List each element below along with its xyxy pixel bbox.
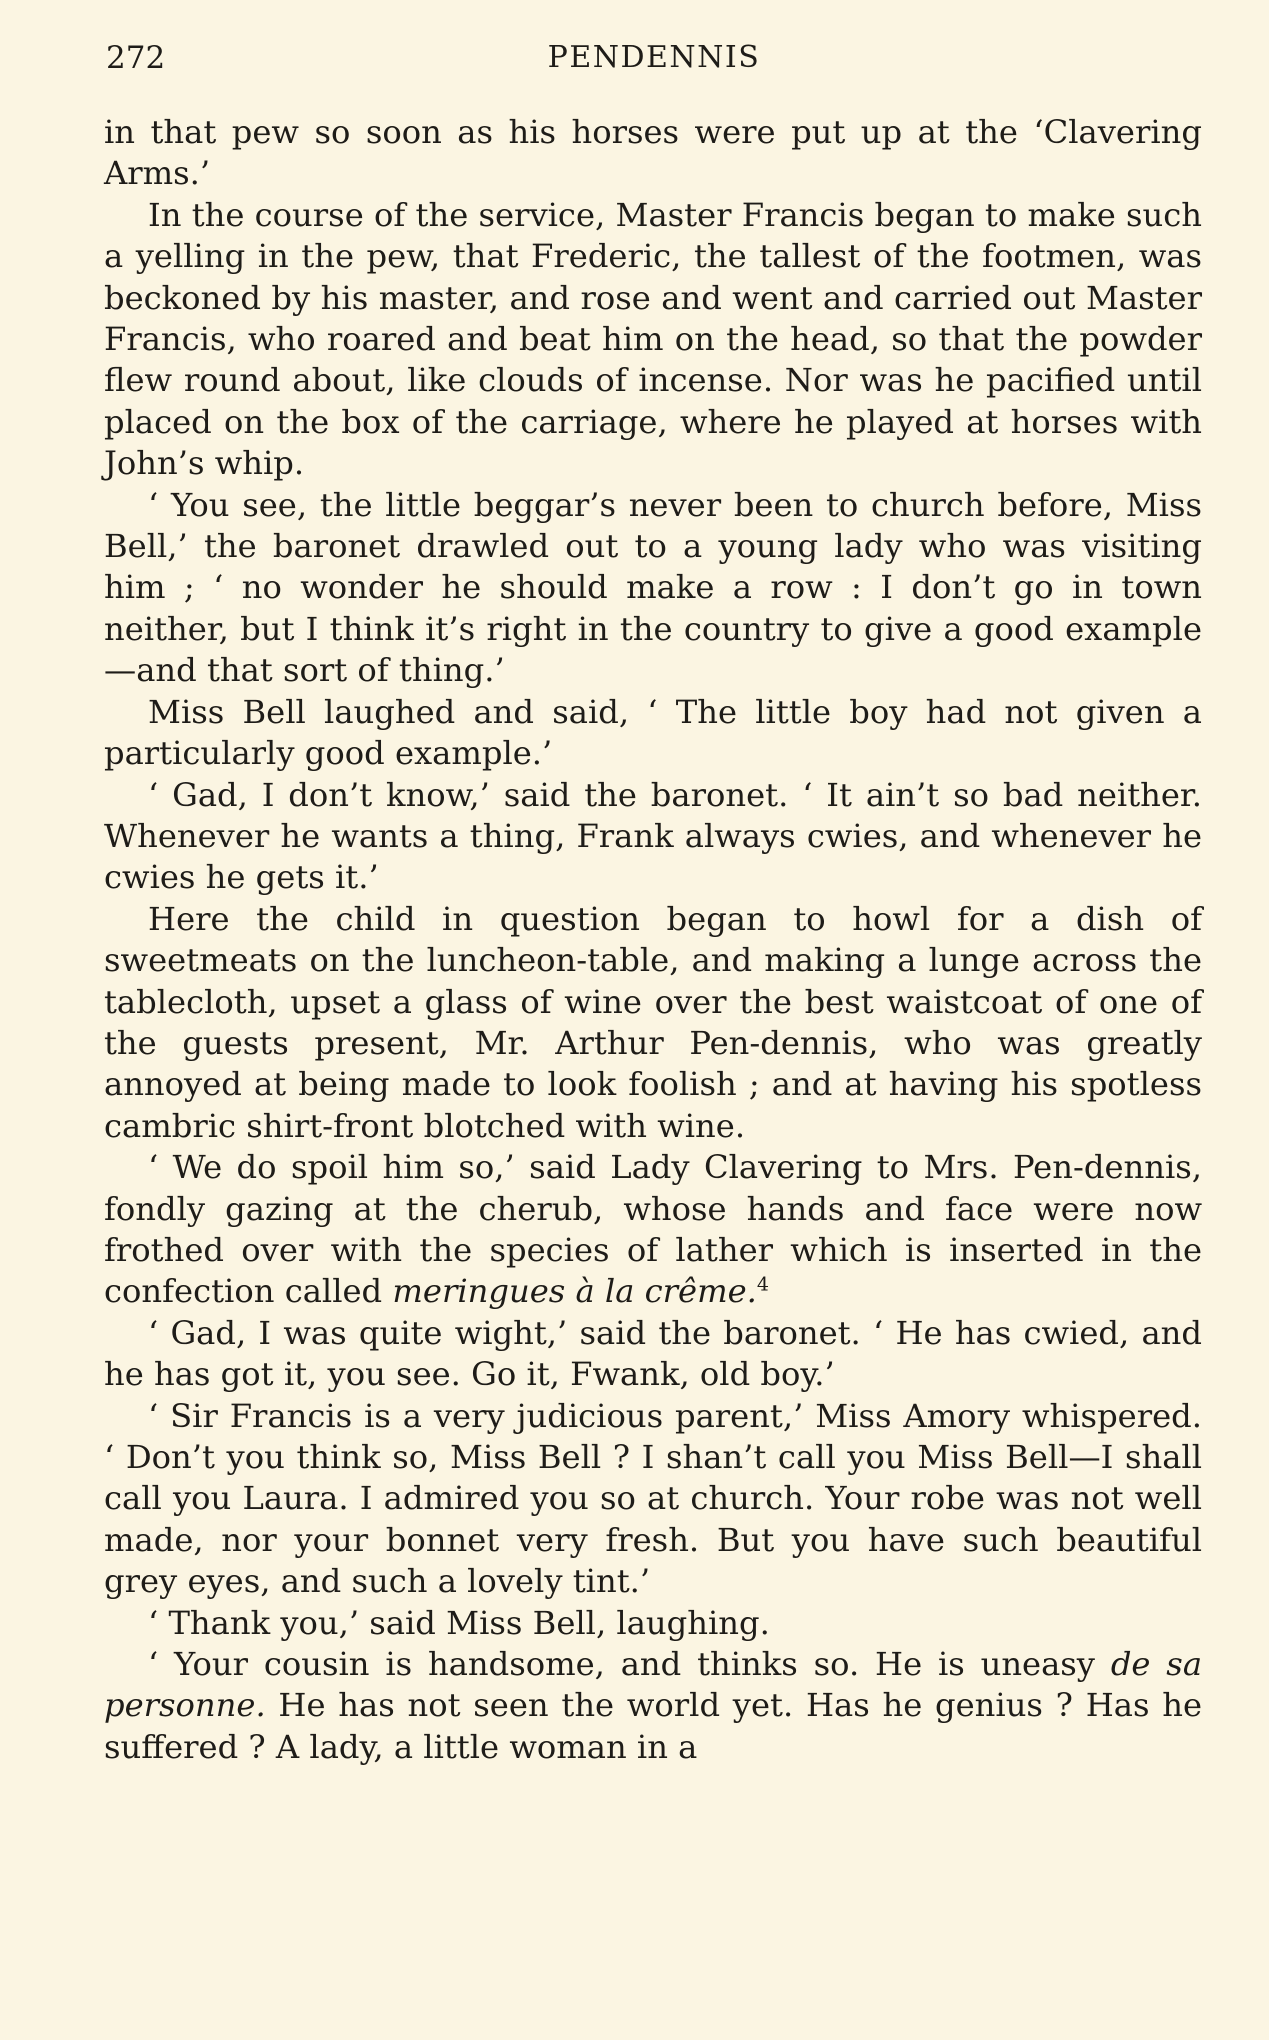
paragraph-text: Here the child in question began to howl for a dish of sweetmeats on the luncheon-table, and making a lunge across the tablecloth, upset a glass of wine over the best waistcoat of one of the guests present, Mr. Arthur Pen-dennis, who was greatly annoyed at being made to look foolish ; and at having his spotless cambric shirt-front blotched with wine.	[104, 899, 1202, 1145]
paragraph	[104, 195, 1202, 485]
paragraph-text: He has not seen the world yet. Has he genius ? Has he suffered ? A lady, a little woman in a	[104, 1686, 1202, 1766]
paragraph	[104, 1313, 1202, 1396]
italic-text: de sa personne.	[104, 1645, 1203, 1725]
paragraph-text: In the course of the service, Master Francis began to make such a yelling in the pew, that Frederic, the tallest of the footmen, was beckoned by his master, and rose and went and carried out Master Francis, who roared and beat him on the head, so that the powder flew round about, like clouds of incense. Nor was he pacified until placed on the box of the carriage, where he played at horses with John’s whip.	[104, 195, 1202, 483]
paragraph-text: ‘ Gad, I don’t know,’ said the baronet. ‘ It ain’t so bad neither. Whenever he wants a thing, Frank always cwies, and whenever he cwies he gets it.’	[104, 775, 1202, 897]
paragraph-text: ‘ Sir Francis is a very judicious parent,’ Miss Amory whispered. ‘ Don’t you think so, Miss Bell ? I shan’t call you Miss Bell—I shall call you Laura. I admired you so at church. Your robe was not well made, nor your bonnet very fresh. But you have such beautiful grey eyes, and such a lovely tint.’	[104, 1396, 1202, 1601]
paragraph	[104, 485, 1202, 692]
paragraph	[104, 1396, 1202, 1603]
paragraph	[104, 112, 1202, 195]
paragraph	[104, 899, 1202, 1147]
paragraph-text: ‘ You see, the little beggar’s never been to church before, Miss Bell,’ the baronet drawled out to a young lady who was visiting him ; ‘ no wonder he should make a row : I don’t go in town neither, but I think it’s right in the country to give a good example—and that sort of thing.’	[104, 485, 1202, 690]
paragraph-text: ‘ Thank you,’ said Miss Bell, laughing.	[148, 1603, 770, 1642]
paragraph-text: Miss Bell laughed and said, ‘ The little boy had not given a particularly good example.’	[104, 692, 1202, 773]
paragraph-text: ‘ Gad, I was quite wight,’ said the baronet. ‘ He has cwied, and he has got it, you see. Go it, Fwank, old boy.’	[104, 1313, 1202, 1394]
paragraph	[104, 1644, 1202, 1768]
paragraph	[104, 1603, 1202, 1644]
paragraph-text: ‘ We do spoil him so,’ said Lady Clavering to Mrs. Pen-dennis, fondly gazing at the cherub, whose hands and face were now frothed over with the species of lather which is inserted in the confection called	[104, 1148, 1202, 1311]
italic-text: meringues à la crême.	[392, 1272, 757, 1311]
paragraph-text: ‘ Your cousin is handsome, and thinks so. He is uneasy	[148, 1645, 1111, 1684]
text-body	[104, 112, 1202, 1768]
paragraph-text: in that pew so soon as his horses were put up at the ‘Clavering Arms.’	[104, 113, 1202, 193]
paragraph	[104, 692, 1202, 775]
page-number: 272	[106, 40, 166, 76]
paragraph	[104, 775, 1202, 899]
running-title: PENDENNIS	[547, 40, 761, 75]
paragraph	[104, 1147, 1202, 1313]
page-header	[106, 34, 1202, 82]
footnote-marker: 4	[756, 1273, 769, 1296]
